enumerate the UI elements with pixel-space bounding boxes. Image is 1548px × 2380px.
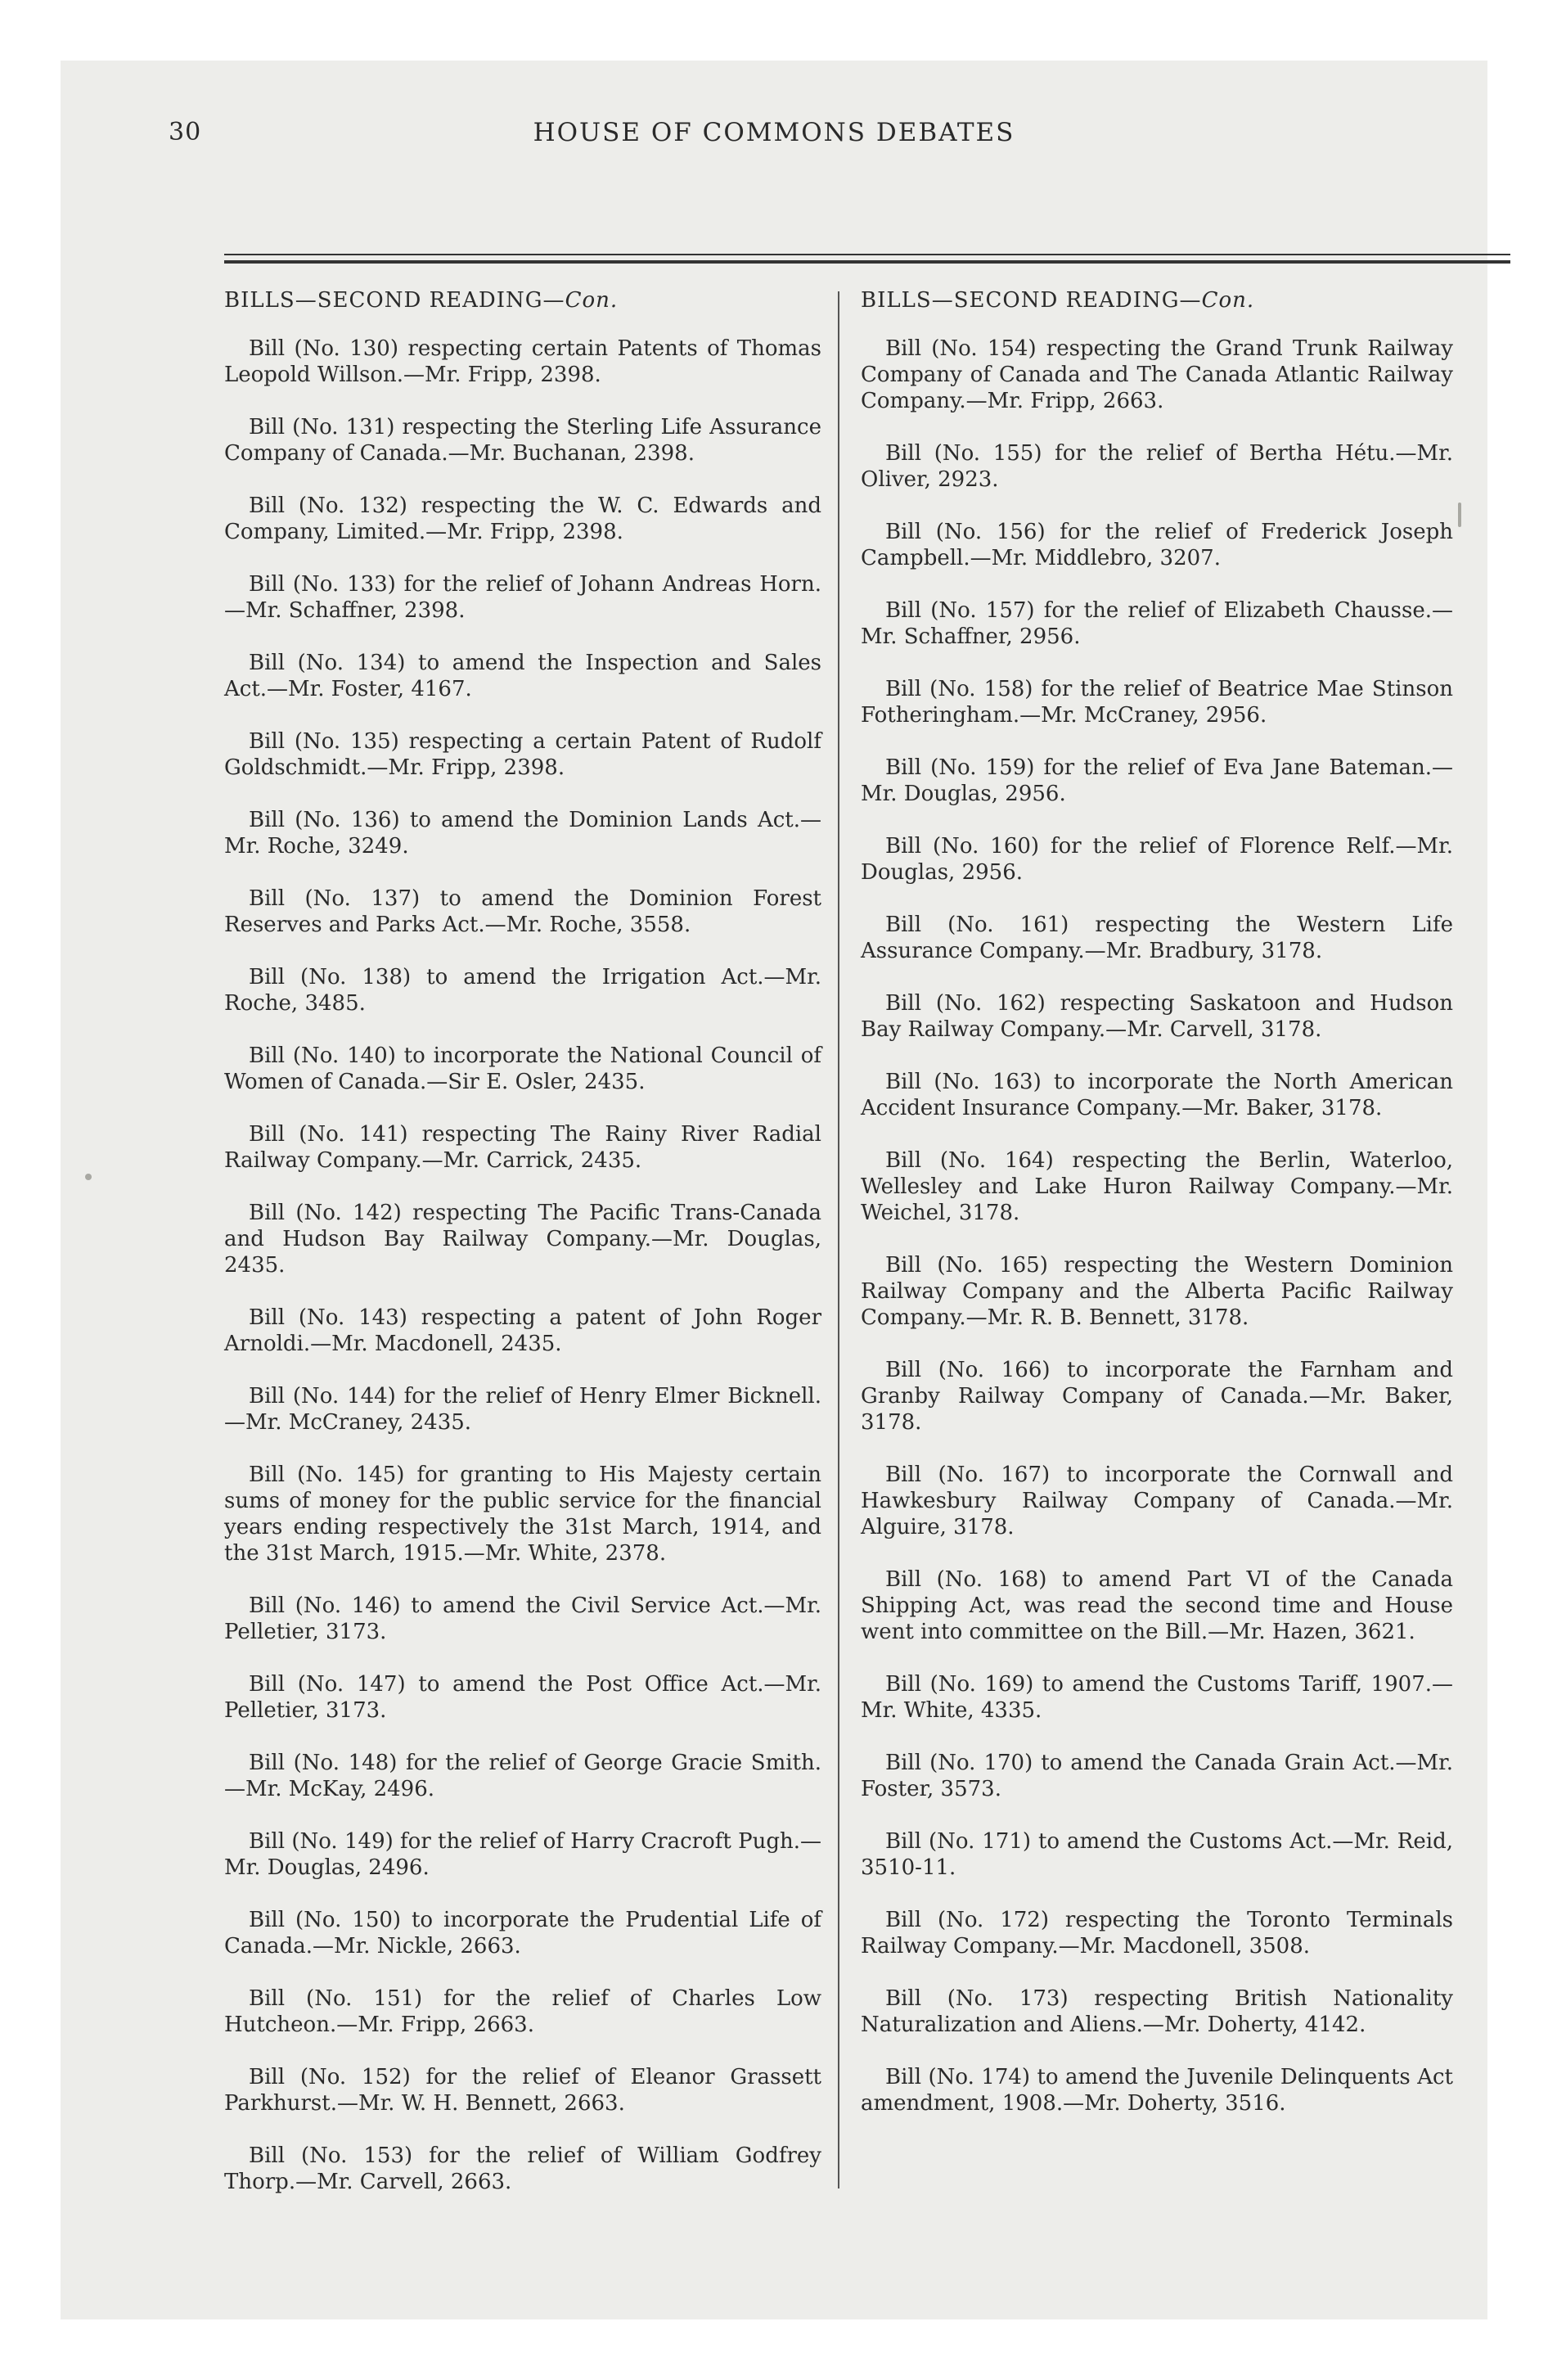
- bill-entry: Bill (No. 155) for the relief of Bertha Hétu.—Mr. Oliver, 2923.: [861, 441, 1453, 492]
- bill-entry: Bill (No. 158) for the relief of Beatrice Mae Stinson Fotheringham.—Mr. McCraney, 2956.: [861, 677, 1453, 728]
- bill-entry: Bill (No. 167) to incorporate the Cornwall and Hawkesbury Railway Company of Canada.—Mr. Alguire, 3178.: [861, 1463, 1453, 1539]
- bill-entry: Bill (No. 146) to amend the Civil Service Act.—Mr. Pelletier, 3173.: [224, 1593, 821, 1644]
- bill-entry: Bill (No. 162) respecting Saskatoon and Hudson Bay Railway Company.—Mr. Carvell, 3178.: [861, 991, 1453, 1042]
- bill-entry: Bill (No. 174) to amend the Juvenile Delinquents Act amendment, 1908.—Mr. Doherty, 3516.: [861, 2065, 1453, 2116]
- bill-entry: Bill (No. 150) to incorporate the Prudential Life of Canada.—Mr. Nickle, 2663.: [224, 1908, 821, 1959]
- bill-entry: Bill (No. 168) to amend Part VI of the Canada Shipping Act, was read the second time and House went into committee on the Bill.—Mr. Hazen, 3621.: [861, 1567, 1453, 1644]
- page-title: HOUSE OF COMMONS DEBATES: [533, 118, 1015, 147]
- bill-entry: Bill (No. 165) respecting the Western Dominion Railway Company and the Alberta Pacific Railway Company.—Mr. R. B. Bennett, 3178.: [861, 1253, 1453, 1330]
- bill-entry: Bill (No. 172) respecting the Toronto Terminals Railway Company.—Mr. Macdonell, 3508.: [861, 1908, 1453, 1959]
- bill-entry: Bill (No. 144) for the relief of Henry Elmer Bicknell.—Mr. McCraney, 2435.: [224, 1384, 821, 1435]
- bill-entry: Bill (No. 131) respecting the Sterling Life Assurance Company of Canada.—Mr. Buchanan, 2398.: [224, 415, 821, 466]
- bill-entry: Bill (No. 171) to amend the Customs Act.—Mr. Reid, 3510-11.: [861, 1829, 1453, 1880]
- bill-entry: Bill (No. 159) for the relief of Eva Jane Bateman.—Mr. Douglas, 2956.: [861, 755, 1453, 806]
- bill-entry: Bill (No. 136) to amend the Dominion Lands Act.—Mr. Roche, 3249.: [224, 808, 821, 859]
- bill-entry: Bill (No. 156) for the relief of Frederick Joseph Campbell.—Mr. Middlebro, 3207.: [861, 520, 1453, 570]
- bill-entry: Bill (No. 134) to amend the Inspection and Sales Act.—Mr. Foster, 4167.: [224, 651, 821, 701]
- bill-entry: Bill (No. 163) to incorporate the North American Accident Insurance Company.—Mr. Baker, 3178.: [861, 1070, 1453, 1120]
- bill-entry: Bill (No. 132) respecting the W. C. Edwards and Company, Limited.—Mr. Fripp, 2398.: [224, 494, 821, 544]
- bill-entry: Bill (No. 135) respecting a certain Patent of Rudolf Goldschmidt.—Mr. Fripp, 2398.: [224, 729, 821, 780]
- header-rule-thin: [224, 254, 1510, 255]
- bill-entry: Bill (No. 161) respecting the Western Life Assurance Company.—Mr. Bradbury, 3178.: [861, 913, 1453, 963]
- right-column: [861, 288, 1453, 2143]
- bill-entry: Bill (No. 170) to amend the Canada Grain Act.—Mr. Foster, 3573.: [861, 1751, 1453, 1801]
- bill-entry: Bill (No. 152) for the relief of Eleanor Grassett Parkhurst.—Mr. W. H. Bennett, 2663.: [224, 2065, 821, 2116]
- heading-continued: Con.: [1201, 288, 1255, 313]
- bill-entry: Bill (No. 166) to incorporate the Farnham and Granby Railway Company of Canada.—Mr. Baker, 3178.: [861, 1358, 1453, 1435]
- scanned-page: [61, 61, 1487, 2319]
- bill-entry: Bill (No. 137) to amend the Dominion Forest Reserves and Parks Act.—Mr. Roche, 3558.: [224, 886, 821, 937]
- page-number: 30: [169, 118, 202, 146]
- bill-entry: Bill (No. 145) for granting to His Majesty certain sums of money for the public service for the financial years ending respectively the 31st March, 1914, and the 31st March, 1915.—Mr. White, 2378.: [224, 1463, 821, 1566]
- right-column-heading: [861, 288, 1453, 313]
- bill-entry: Bill (No. 160) for the relief of Florence Relf.—Mr. Douglas, 2956.: [861, 834, 1453, 885]
- bill-entry: Bill (No. 133) for the relief of Johann Andreas Horn.—Mr. Schaffner, 2398.: [224, 572, 821, 623]
- bill-entry: Bill (No. 140) to incorporate the National Council of Women of Canada.—Sir E. Osler, 2435.: [224, 1044, 821, 1094]
- heading-text: BILLS—SECOND READING—: [861, 288, 1202, 313]
- bill-entry: Bill (No. 141) respecting The Rainy River Radial Railway Company.—Mr. Carrick, 2435.: [224, 1122, 821, 1173]
- page-header: [61, 118, 1487, 159]
- bill-entry: Bill (No. 130) respecting certain Patents of Thomas Leopold Willson.—Mr. Fripp, 2398.: [224, 336, 821, 387]
- bill-entry: Bill (No. 138) to amend the Irrigation Act.—Mr. Roche, 3485.: [224, 965, 821, 1016]
- bill-entry: Bill (No. 151) for the relief of Charles Low Hutcheon.—Mr. Fripp, 2663.: [224, 1986, 821, 2037]
- heading-continued: Con.: [565, 288, 619, 313]
- heading-text: BILLS—SECOND READING—: [224, 288, 565, 313]
- left-column-heading: [224, 288, 821, 313]
- bill-entry: Bill (No. 142) respecting The Pacific Trans-Canada and Hudson Bay Railway Company.—Mr. Douglas, 2435.: [224, 1201, 821, 1278]
- scan-speck: [85, 1174, 92, 1180]
- bill-entry: Bill (No. 148) for the relief of George Gracie Smith.—Mr. McKay, 2496.: [224, 1751, 821, 1801]
- bill-entry: Bill (No. 147) to amend the Post Office Act.—Mr. Pelletier, 3173.: [224, 1672, 821, 1723]
- bill-entry: Bill (No. 143) respecting a patent of John Roger Arnoldi.—Mr. Macdonell, 2435.: [224, 1305, 821, 1356]
- bill-entry: Bill (No. 173) respecting British Nationality Naturalization and Aliens.—Mr. Doherty, 4142.: [861, 1986, 1453, 2037]
- bill-entry: Bill (No. 149) for the relief of Harry Cracroft Pugh.—Mr. Douglas, 2496.: [224, 1829, 821, 1880]
- scan-speck: [1458, 503, 1461, 527]
- column-divider: [838, 291, 839, 2188]
- header-rule-thick: [224, 260, 1510, 264]
- bill-entry: Bill (No. 157) for the relief of Elizabeth Chausse.—Mr. Schaffner, 2956.: [861, 598, 1453, 649]
- bill-entry: Bill (No. 164) respecting the Berlin, Waterloo, Wellesley and Lake Huron Railway Company.—Mr. Weichel, 3178.: [861, 1148, 1453, 1225]
- bill-entry: Bill (No. 153) for the relief of William Godfrey Thorp.—Mr. Carvell, 2663.: [224, 2143, 821, 2194]
- bill-entry: Bill (No. 154) respecting the Grand Trunk Railway Company of Canada and The Canada Atlantic Railway Company.—Mr. Fripp, 2663.: [861, 336, 1453, 413]
- left-column: [224, 288, 821, 2221]
- bill-entry: Bill (No. 169) to amend the Customs Tariff, 1907.—Mr. White, 4335.: [861, 1672, 1453, 1723]
